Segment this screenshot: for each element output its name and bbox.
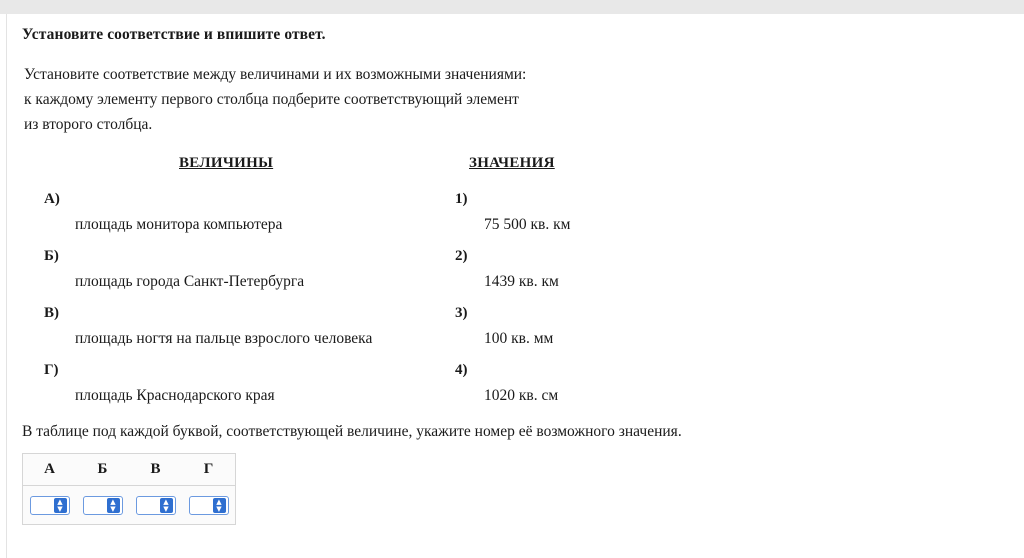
instruction-line-3: из второго столбца.: [24, 116, 153, 133]
answer-stepper-b[interactable]: [83, 496, 123, 515]
task-content: [22, 26, 1002, 525]
quantity-marker: А): [44, 191, 60, 207]
quantity-marker: Г): [44, 362, 59, 378]
stepper-up-icon[interactable]: ▲: [110, 497, 116, 506]
task-instructions: [24, 62, 1002, 137]
answer-cell-b: [76, 486, 129, 525]
value-marker: 3): [455, 305, 468, 321]
table-header-row: [23, 454, 236, 486]
quantity-text: площадь монитора компьютера: [75, 216, 283, 233]
instruction-line-1: Установите соответствие между величинами и их возможными значениями:: [24, 66, 527, 83]
stepper-arrows-icon[interactable]: [54, 498, 67, 513]
stepper-arrows-icon[interactable]: [160, 498, 173, 513]
quantity-text: площадь города Санкт-Петербурга: [75, 273, 305, 290]
stepper-up-icon[interactable]: ▲: [163, 497, 169, 506]
value-text: 1439 кв. км: [484, 273, 559, 290]
value-marker: 1): [455, 191, 468, 207]
column-header-v: В: [129, 454, 182, 486]
match-row: [22, 305, 1002, 362]
match-pairs-list: [22, 191, 1002, 419]
answer-cell-v: [129, 486, 182, 525]
stepper-arrows-icon[interactable]: [213, 498, 226, 513]
answer-stepper-a[interactable]: [30, 496, 70, 515]
value-text: 75 500 кв. км: [484, 216, 571, 233]
answer-cell-a: [23, 486, 77, 525]
answer-stepper-g[interactable]: [189, 496, 229, 515]
match-columns-header: [22, 155, 1002, 181]
answer-table: [22, 453, 236, 525]
stepper-down-icon[interactable]: ▼: [216, 504, 222, 513]
quantity-marker: Б): [44, 248, 59, 264]
stepper-up-icon[interactable]: ▲: [216, 497, 222, 506]
stepper-arrows-icon[interactable]: [107, 498, 120, 513]
quantity-text: площадь Краснодарского края: [75, 387, 275, 404]
value-marker: 4): [455, 362, 468, 378]
column-header-quantities: ВЕЛИЧИНЫ: [179, 155, 274, 171]
stepper-down-icon[interactable]: ▼: [57, 504, 63, 513]
answer-stepper-v[interactable]: [136, 496, 176, 515]
page-left-rule: [0, 14, 7, 558]
answer-cell-g: [182, 486, 236, 525]
browser-topbar: [0, 0, 1024, 14]
match-row: [22, 362, 1002, 419]
value-text: 100 кв. мм: [484, 330, 554, 347]
column-header-b: Б: [76, 454, 129, 486]
stepper-down-icon[interactable]: ▼: [110, 504, 116, 513]
value-text: 1020 кв. см: [484, 387, 559, 404]
match-row: [22, 248, 1002, 305]
column-header-g: Г: [182, 454, 236, 486]
quantity-text: площадь ногтя на пальце взрослого человека: [75, 330, 373, 347]
table-row: [23, 486, 236, 525]
quantity-marker: В): [44, 305, 59, 321]
column-header-values: ЗНАЧЕНИЯ: [469, 155, 555, 171]
stepper-down-icon[interactable]: ▼: [163, 504, 169, 513]
page-title: Установите соответствие и впишите ответ.: [22, 26, 326, 43]
instruction-line-2: к каждому элементу первого столбца подберите соответствующий элемент: [24, 91, 519, 108]
column-header-a: А: [23, 454, 77, 486]
stepper-up-icon[interactable]: ▲: [57, 497, 63, 506]
value-marker: 2): [455, 248, 468, 264]
answer-note: В таблице под каждой буквой, соответствующей величине, укажите номер её возможного значения.: [22, 423, 682, 440]
match-row: [22, 191, 1002, 248]
